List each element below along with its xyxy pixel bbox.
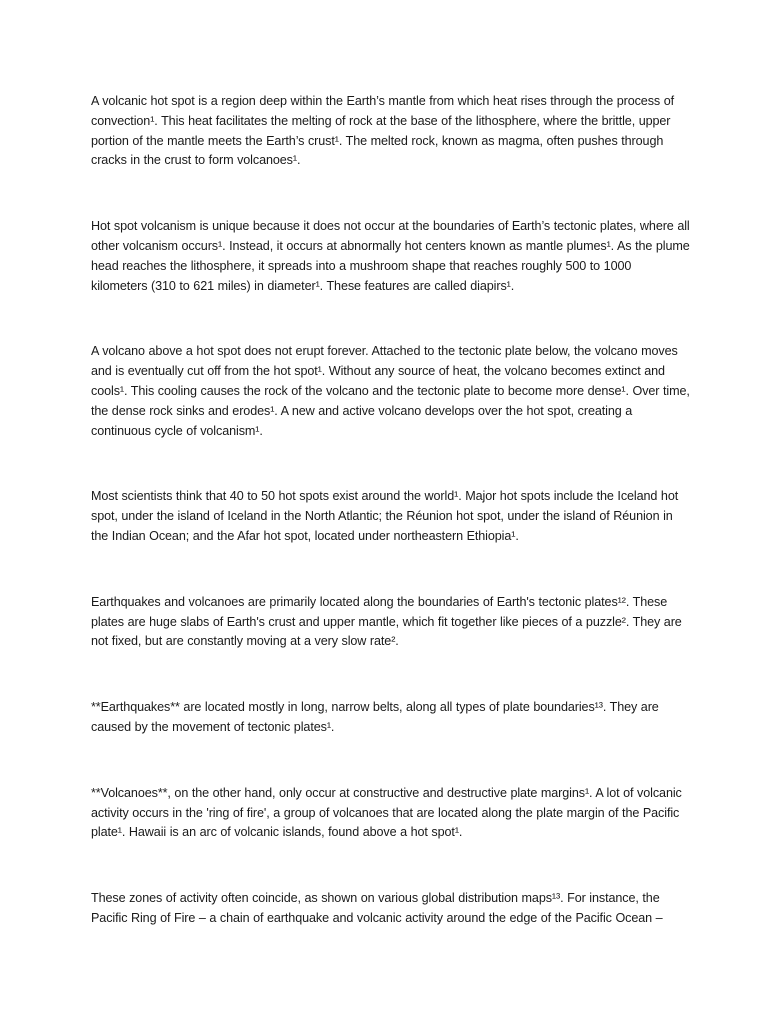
paragraph-plate-boundaries: Earthquakes and volcanoes are primarily located along the boundaries of Earth's tectonic plates¹². These plates are huge slabs of Earth's crust and upper mantle, which fit together like pieces of a puzzle². They are not fixed, but are constantly moving at a very slow rate². [91,594,682,649]
paragraph-zones-of-activity: These zones of activity often coincide, as shown on various global distribution maps¹³. For instance, the Pacific Ring of Fire – a chain of earthquake and volcanic activity around the edge of the Pacific Ocean – [91,891,663,925]
paragraph-hot-spot-definition: A volcanic hot spot is a region deep within the Earth’s mantle from which heat rises through the process of convection¹. This heat facilitates the melting of rock at the base of the lithosphere, where the brittle, upper portion of the mantle meets the Earth’s crust¹. The melted rock, known as magma, often pushes through cracks in the crust to form volcanoes¹. [91,94,674,168]
paragraph-earthquakes: **Earthquakes** are located mostly in long, narrow belts, along all types of plate boundaries¹³. They are caused by the movement of tectonic plates¹. [91,700,659,734]
paragraph-volcanoes: **Volcanoes**, on the other hand, only occur at constructive and destructive plate margins¹. A lot of volcanic activity occurs in the 'ring of fire', a group of volcanoes that are located along the plate margin of the Pacific plate¹. Hawaii is an arc of volcanic islands, found above a hot spot¹. [91,785,682,840]
paragraph-volcano-cycle: A volcano above a hot spot does not erupt forever. Attached to the tectonic plate below, the volcano moves and is eventually cut off from the hot spot¹. Without any source of heat, the volcano becomes extinct and cools¹. This cooling causes the rock of the volcano and the tectonic plate to become more dense¹. Over time, the dense rock sinks and erodes¹. A new and active volcano develops over the hot spot, creating a continuous cycle of volcanism¹. [91,344,690,438]
paragraph-hot-spot-volcanism: Hot spot volcanism is unique because it does not occur at the boundaries of Earth’s tectonic plates, where all other volcanism occurs¹. Instead, it occurs at abnormally hot centers known as mantle plumes¹. As the plume head reaches the lithosphere, it spreads into a mushroom shape that reaches roughly 500 to 1000 kilometers (310 to 621 miles) in diameter¹. These features are called diapirs¹. [91,219,690,293]
document-body [91,92,691,975]
paragraph-major-hot-spots: Most scientists think that 40 to 50 hot spots exist around the world¹. Major hot spots include the Iceland hot spot, under the island of Iceland in the North Atlantic; the Réunion hot spot, under the island of Réunion in the Indian Ocean; and the Afar hot spot, located under northeastern Ethiopia¹. [91,489,679,543]
